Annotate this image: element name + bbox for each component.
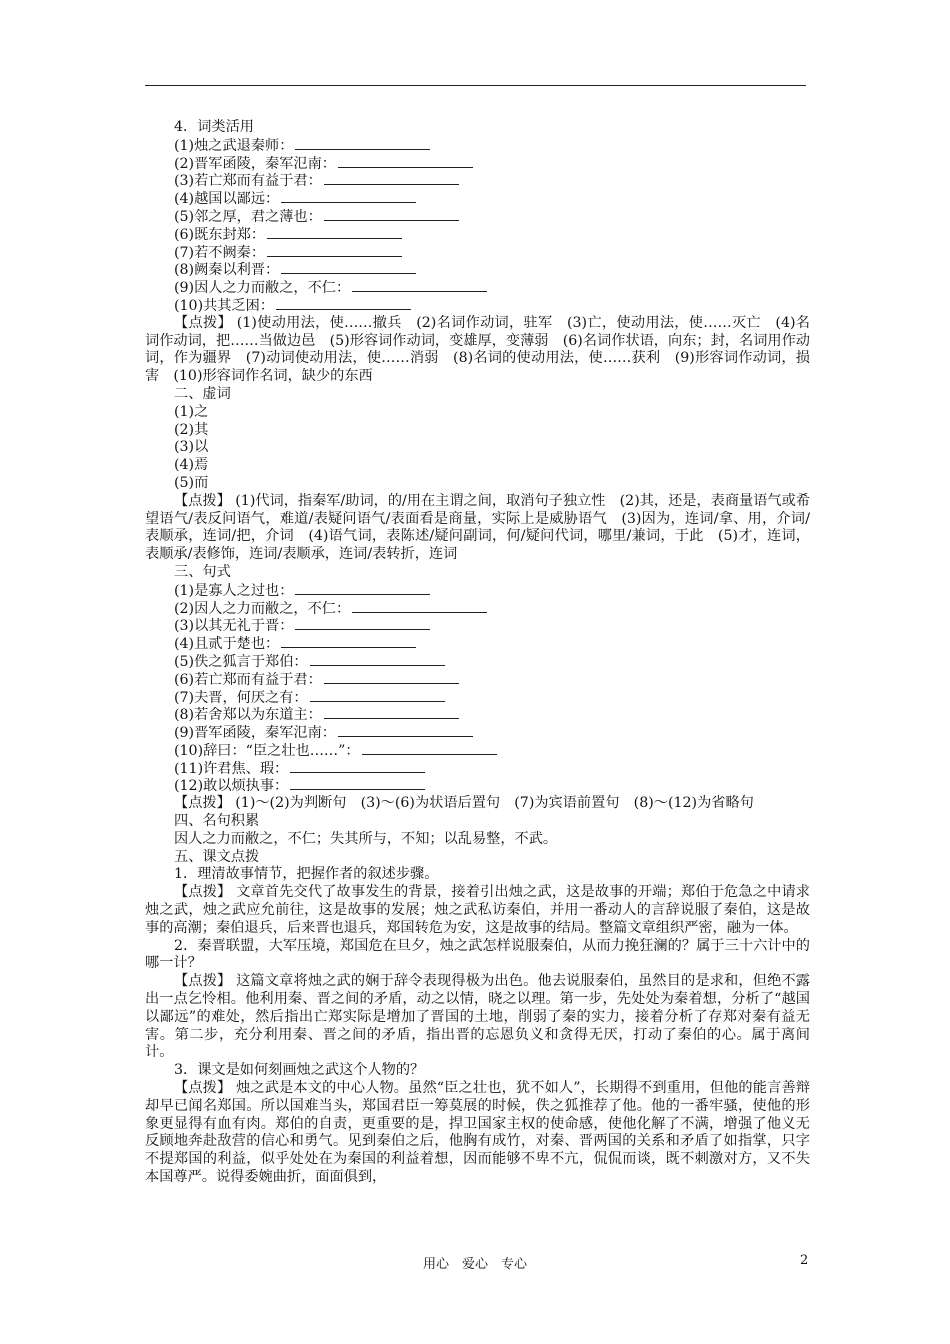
- exercise-item: (1)之: [174, 403, 209, 420]
- answer-note: 【点拨】 这篇文章将烛之武的娴于辞令表现得极为出色。他去说服秦伯，虽然目的是求和，但绝不露出一点乞怜相。他利用秦、晋之间的矛盾，动之以情，晓之以理。第一步，先处处为秦着想，分析了“越国以鄙远”的难处，然后指出亡郑实际是增加了晋国的土地，削弱了秦的实力，接着分析了存郑对秦有益无害。第二步，充分利用秦、晋之间的矛盾，指出晋的忘恩负义和贪得无厌，打动了秦伯的心。属于离间计。: [145, 973, 810, 1061]
- answer-blank[interactable]: [281, 635, 416, 648]
- section-heading: 五、课文点拨: [174, 848, 260, 865]
- exercise-item: (6)若亡郑而有益于君：: [145, 671, 810, 689]
- answer-blank[interactable]: [290, 760, 425, 773]
- answer-blank[interactable]: [324, 172, 459, 185]
- answer-blank[interactable]: [338, 724, 473, 737]
- exercise-item: (4)且贰于楚也：: [145, 635, 810, 653]
- exercise-item: (8)阙秦以利晋：: [145, 261, 810, 279]
- section-heading: 三、句式: [174, 563, 231, 580]
- exercise-item: (4)越国以鄙远：: [145, 190, 810, 208]
- exercise-item: (2)其: [174, 421, 209, 438]
- exercise-item: (5)邻之厚，君之薄也：: [145, 208, 810, 226]
- section-heading: 二、虚词: [174, 385, 231, 402]
- answer-blank[interactable]: [267, 226, 402, 239]
- answer-blank[interactable]: [281, 261, 416, 274]
- answer-blank[interactable]: [338, 155, 473, 168]
- exercise-item: (10)辞曰：“臣之壮也……”：: [145, 742, 810, 760]
- exercise-item: (3)以: [174, 439, 209, 456]
- exercise-item: (1)是寡人之过也：: [145, 582, 810, 600]
- section-heading: 四、名句积累: [174, 813, 260, 830]
- exercise-item: (3)若亡郑而有益于君：: [145, 172, 810, 190]
- answer-blank[interactable]: [310, 689, 445, 702]
- exercise-item: (4)焉: [174, 457, 209, 474]
- famous-quote: 因人之力而敝之，不仁；失其所与，不知；以乱易整，不武。: [174, 830, 558, 847]
- answer-blank[interactable]: [281, 190, 416, 203]
- exercise-item: (1)烛之武退秦师：: [145, 137, 810, 155]
- answer-note: 【点拨】 烛之武是本文的中心人物。虽然“臣之壮也，犹不如人”，长期得不到重用，但他的能言善辩却早已闻名郑国。所以国难当头，郑国君臣一筹莫展的时候，佚之狐推荐了他。他的一番牢骚，使他的形象更显得有血有肉。郑伯的自责，更重要的是，捍卫国家主权的使命感，使他化解了不满，增强了他义无反顾地奔赴敌营的信心和勇气。见到秦伯之后，他胸有成竹，对秦、晋两国的关系和矛盾了如指掌，只字不提郑国的利益，似乎处处在为秦国的利益着想，因而能够不卑不亢，侃侃而谈，既不刺激对方，又不失本国尊严。说得委婉曲折，面面俱到，: [145, 1080, 810, 1186]
- exercise-item: (9)晋军函陵，秦军氾南：: [145, 724, 810, 742]
- answer-blank[interactable]: [352, 600, 487, 613]
- exercise-item: (9)因人之力而敝之，不仁：: [145, 279, 810, 297]
- exercise-item: (10)共其乏困：: [145, 297, 810, 315]
- answer-blank[interactable]: [362, 742, 497, 755]
- exercise-item: (11)许君焦、瑕：: [145, 760, 810, 778]
- section-heading: 4．词类活用: [174, 119, 254, 135]
- answer-note: 【点拨】 (1)代词，指秦军/助词，的/用在主谓之间，取消句子独立性 (2)其，还是，表商量语气或希望语气/表反问语气，难道/表疑问语气/表面看是商量，实际上是威胁语气 (3)因为，连词/拿、用，介词/表顺承，连词/把，介词 (4)语气词，表陈述/疑问副词，何/疑问代词，哪里/兼词，于此 (5)才，连词，表顺承/表修饰，连词/表顺承，连词/表转折，连词: [145, 492, 810, 563]
- exercise-item: (12)敢以烦执事：: [145, 777, 810, 795]
- answer-note: 【点拨】 文章首先交代了故事发生的背景，接着引出烛之武，这是故事的开端；郑伯于危急之中请求烛之武，烛之武应允前往，这是故事的发展；烛之武私访秦伯，并用一番动人的言辞说服了秦伯，这是故事的高潮；秦伯退兵，后来晋也退兵，郑国转危为安，这是故事的结局。整篇文章组织严密，融为一体。: [145, 884, 810, 936]
- answer-note: 【点拨】 (1)使动用法，使……撤兵 (2)名词作动词，驻军 (3)亡，使动用法，使……灭亡 (4)名词作动词，把……当做边邑 (5)形容词作动词，变雄厚，变薄弱 (6)名词作状语，向东；封，名词用作动词，作为疆界 (7)动词使动用法，使……消弱 (8)名词的使动用法，使……获利 (9)形容词作动词，损害 (10)形容词作名词，缺少的东西: [145, 314, 810, 385]
- answer-blank[interactable]: [267, 244, 402, 257]
- answer-blank[interactable]: [295, 582, 430, 595]
- answer-blank[interactable]: [324, 671, 459, 684]
- exercise-item: (7)夫晋，何厌之有：: [145, 689, 810, 707]
- page-body: [145, 119, 810, 1187]
- answer-blank[interactable]: [310, 653, 445, 666]
- answer-note: 【点拨】 (1)～(2)为判断句 (3)～(6)为状语后置句 (7)为宾语前置句 (8)～(12)为省略句: [174, 795, 754, 812]
- header-rule: [145, 85, 806, 86]
- answer-blank[interactable]: [290, 777, 425, 790]
- exercise-item: (2)因人之力而敝之，不仁：: [145, 600, 810, 618]
- exercise-item: (2)晋军函陵，秦军氾南：: [145, 155, 810, 173]
- exercise-item: (6)既东封郑：: [145, 226, 810, 244]
- footer-slogan: 用心 爱心 专心: [422, 1257, 527, 1272]
- page-number: 2: [800, 1253, 809, 1268]
- answer-blank[interactable]: [324, 706, 459, 719]
- exercise-item: (5)而: [174, 474, 209, 491]
- exercise-item: (3)以其无礼于晋：: [145, 617, 810, 635]
- exercise-item: (7)若不阙秦：: [145, 244, 810, 262]
- exercise-item: (5)佚之狐言于郑伯：: [145, 653, 810, 671]
- question: 3．课文是如何刻画烛之武这个人物的？: [174, 1062, 425, 1079]
- question: 2．秦晋联盟，大军压境，郑国危在旦夕，烛之武怎样说服秦伯，从而力挽狂澜的？属于三十六计中的哪一计？: [145, 937, 810, 972]
- answer-blank[interactable]: [276, 297, 411, 310]
- answer-blank[interactable]: [324, 208, 459, 221]
- answer-blank[interactable]: [295, 617, 430, 630]
- answer-blank[interactable]: [352, 279, 487, 292]
- exercise-item: (8)若舍郑以为东道主：: [145, 706, 810, 724]
- question: 1．理清故事情节，把握作者的叙述步骤。: [174, 866, 439, 883]
- answer-blank[interactable]: [295, 137, 430, 150]
